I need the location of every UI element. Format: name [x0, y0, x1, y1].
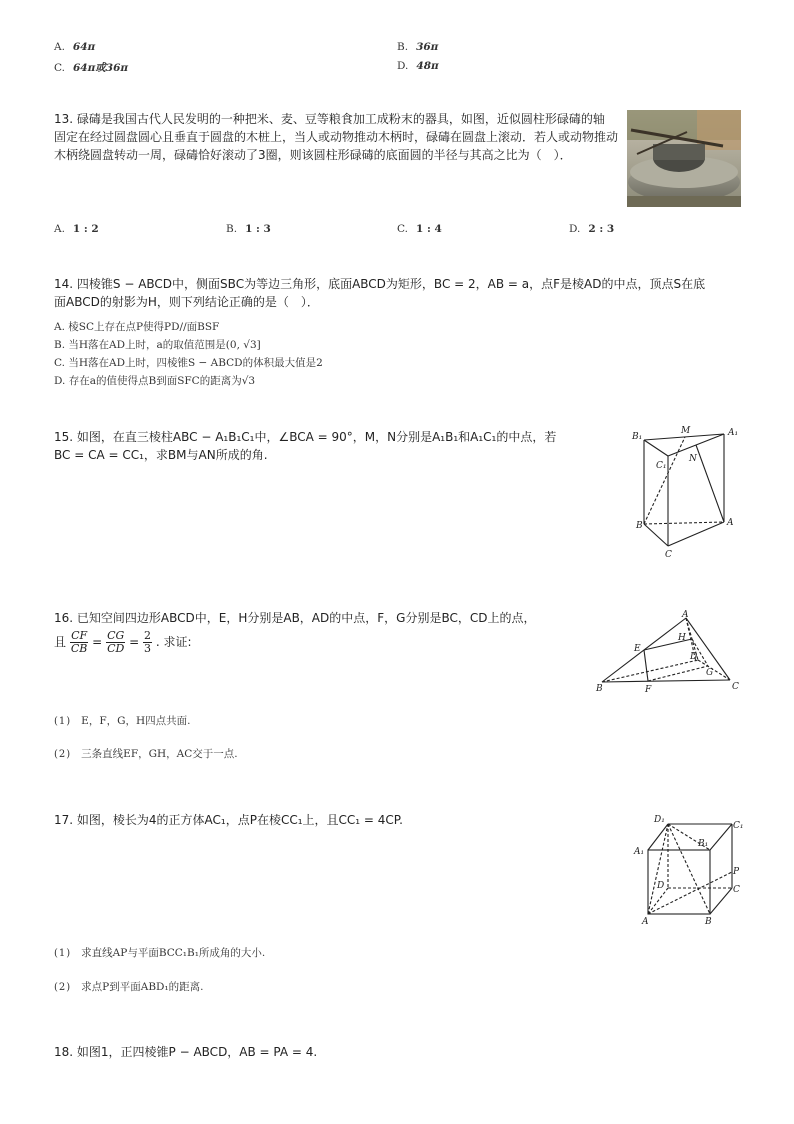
q15-line1: 15. 如图，在直三棱柱ABC − A₁B₁C₁中，∠BCA = 90°，M，N分别是A₁B₁和A₁C₁的中点，若	[54, 430, 557, 444]
q15-label-m: M	[681, 426, 691, 436]
q17-label-c: C	[733, 885, 740, 895]
q12-option-a: A. 64π	[54, 41, 96, 53]
q16-label-f: F	[645, 685, 652, 695]
q15-label-a: A	[727, 518, 734, 528]
q13-millstone-photo	[627, 110, 741, 207]
q15-label-c1: C₁	[656, 461, 667, 471]
q16-sub2: (2) 三条直线EF，GH，AC交于一点.	[54, 748, 238, 760]
q14-option-c: C. 当H落在AD上时，四棱锥S − ABCD的体积最大值是2	[54, 357, 323, 369]
q13-stem	[54, 110, 622, 164]
q14-line2: 面ABCD的射影为H，则下列结论正确的是（ ）．	[54, 295, 319, 309]
q17-label-c1: C₁	[733, 821, 744, 831]
q13-option-a: A. 1 : 2	[54, 223, 99, 235]
q12-option-b: B. 36π	[397, 41, 439, 53]
q16-label-g: G	[706, 668, 714, 678]
q17-label-p: P	[733, 867, 740, 877]
q17-stem	[54, 811, 594, 829]
q15-line2: BC = CA = CC₁，求BM与AN所成的角.	[54, 448, 268, 462]
q16-tetrahedron-figure	[594, 608, 742, 696]
q13-option-c: C. 1 : 4	[397, 223, 442, 235]
q16-frac-2-3: $\frac{2}{3}$	[144, 629, 152, 655]
q15-label-c: C	[665, 550, 672, 560]
q15-prism-figure	[628, 424, 744, 560]
q13-line2: 固定在经过圆盘圆心且垂直于圆盘的木桩上，当人或动物推动木柄时，碌碡在圆盘上滚动．若人或动物推动	[54, 130, 619, 144]
q16-label-h: H	[678, 633, 686, 643]
q16-label-b: B	[596, 684, 603, 694]
q14-options	[54, 318, 323, 390]
q16-line2: 且 $\frac{CF}{CB}$ = $\frac{CG}{CD}$ = $\frac{2}{3}$ . 求证:	[54, 629, 192, 655]
q13-line3: 木柄绕圆盘转动一周，碌碡恰好滚动了3圈，则该圆柱形碌碡的底面圆的半径与其高之比为（ ）．	[54, 148, 572, 162]
q13-line1: 13. 碌碡是我国古代人民发明的一种把米、麦、豆等粮食加工成粉末的器具，如图，近似圆柱形碌碡的轴	[54, 112, 605, 126]
q13-option-b: B. 1 : 3	[226, 223, 271, 235]
q18-stem	[54, 1043, 594, 1061]
q16-label-c: C	[732, 682, 739, 692]
q12-option-d: D. 48π	[397, 60, 439, 72]
q17-label-d: D	[657, 881, 665, 891]
q15-label-b1: B₁	[632, 432, 643, 442]
q14-option-a: A. 棱SC上存在点P使得PD//面BSF	[54, 321, 220, 333]
q12-option-c: C. 64π或36π	[54, 62, 129, 74]
q17-cube-figure	[628, 812, 744, 928]
q16-label-d: D	[690, 652, 698, 662]
q14-option-d: D. 存在a的值使得点B到面SFC的距离为√3	[54, 375, 256, 387]
q16-sub1: (1) E，F，G，H四点共面.	[54, 715, 191, 727]
q16-frac-cg-cd: $\frac{CG}{CD}$	[107, 629, 125, 655]
q14-option-b: B. 当H落在AD上时，a的取值范围是(0, √3]	[54, 339, 261, 351]
q18-line1: 18. 如图1，正四棱锥P − ABCD，AB = PA = 4.	[54, 1045, 318, 1059]
q17-label-a1: A₁	[634, 847, 645, 857]
q13-option-d: D. 2 : 3	[569, 223, 615, 235]
q16-line1: 16. 已知空间四边形ABCD中，E，H分别是AB，AD的中点，F，G分别是BC，CD上的点，	[54, 611, 536, 625]
q17-sub2: (2) 求点P到平面ABD₁的距离.	[54, 981, 204, 993]
q15-label-n: N	[689, 454, 697, 464]
q15-stem	[54, 428, 614, 464]
q17-sub1: (1) 求直线AP与平面BCC₁B₁所成角的大小.	[54, 947, 266, 959]
q17-label-b1: B₁	[698, 839, 709, 849]
q17-label-d1: D₁	[654, 815, 665, 825]
q16-stem	[54, 609, 594, 655]
q16-frac-cf-cb: $\frac{CF}{CB}$	[70, 629, 88, 655]
q15-label-b: B	[636, 521, 643, 531]
q14-stem	[54, 275, 744, 311]
q17-label-b: B	[705, 917, 712, 927]
q16-label-e: E	[634, 644, 641, 654]
q14-line1: 14. 四棱锥S − ABCD中，侧面SBC为等边三角形，底面ABCD为矩形，BC = 2，AB = a，点F是棱AD的中点，顶点S在底	[54, 277, 706, 291]
q17-line1: 17. 如图，棱长为4的正方体AC₁，点P在棱CC₁上，且CC₁ = 4CP.	[54, 813, 403, 827]
q17-label-a: A	[642, 917, 649, 927]
q16-label-a: A	[682, 610, 689, 620]
q15-label-a1: A₁	[728, 428, 739, 438]
